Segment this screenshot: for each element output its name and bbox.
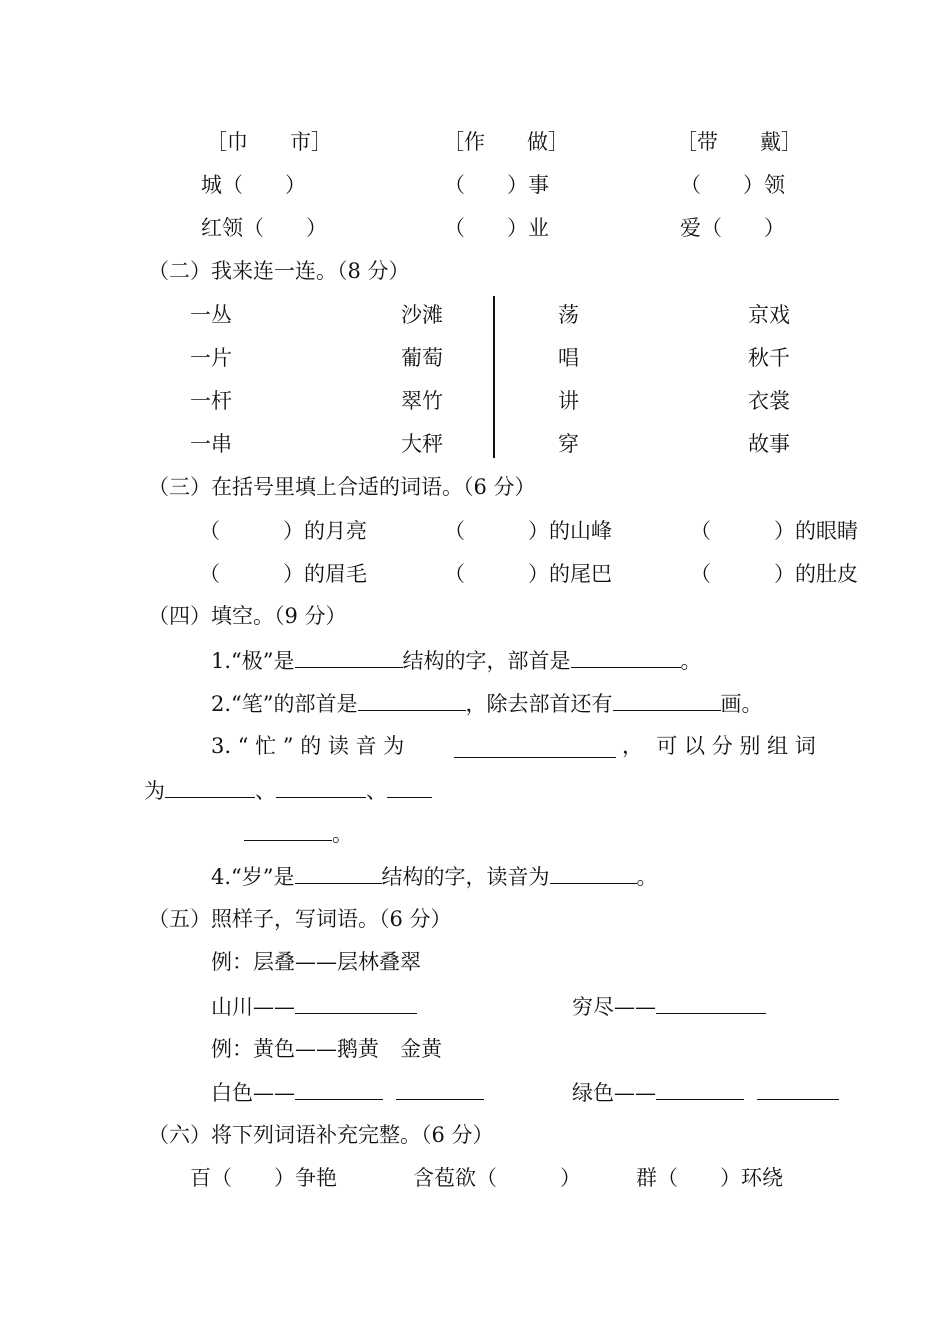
q3-item: （ ）的山峰 (444, 519, 612, 543)
q4-text: 、 (366, 779, 387, 803)
q3-item: （ ）的肚皮 (690, 562, 858, 586)
answer-blank[interactable] (244, 820, 332, 841)
match-word: 唱 (558, 346, 579, 370)
q6-item: 群（ ）环绕 (636, 1166, 783, 1190)
q4-text: 结构的字，读音为 (381, 865, 550, 889)
match-word: 一丛 (190, 303, 232, 327)
match-word: 一杆 (190, 389, 232, 413)
q5-title: （五）照样子，写词语。（6 分） (148, 907, 452, 931)
q4-text: 1.“极”是 (211, 649, 295, 673)
q4-text: 结构的字，部首是 (402, 649, 571, 673)
q6-item: 含苞欲（ ） (413, 1166, 581, 1190)
match-word: 秋千 (748, 346, 790, 370)
answer-blank[interactable] (295, 647, 403, 668)
q3-title: （三）在括号里填上合适的词语。（6 分） (148, 475, 536, 499)
q4-text: 2.“笔”的部首是 (211, 692, 358, 716)
q4-line-1 (211, 647, 702, 674)
q4-text: ，除去部首还有 (465, 692, 613, 716)
answer-blank[interactable] (656, 1079, 744, 1100)
q6-item: 百（ ）争艳 (190, 1166, 337, 1190)
q1-item: 红领（ ） (201, 216, 327, 240)
q1-header-2: ［作 做］ (443, 130, 569, 154)
answer-blank[interactable] (757, 1079, 839, 1100)
q4-text: 。 (680, 649, 702, 673)
match-word: 讲 (558, 389, 579, 413)
q2-title: （二）我来连一连。（8 分） (148, 259, 410, 283)
q5-line-2 (572, 993, 766, 1020)
q4-title: （四）填空。（9 分） (148, 604, 347, 628)
q5-line-4 (572, 1079, 839, 1106)
q3-item: （ ）的尾巴 (444, 562, 612, 586)
q5-example-1: 例：层叠——层林叠翠 (211, 950, 421, 974)
q5-prompt: 白色—— (211, 1081, 295, 1105)
q1-header-1: ［巾 市］ (206, 130, 332, 154)
q5-line-3 (211, 1079, 484, 1106)
answer-blank[interactable] (387, 777, 432, 798)
q5-line-1 (211, 993, 417, 1020)
q4-text: 4.“岁”是 (211, 865, 295, 889)
q1-item: （ ）事 (444, 173, 549, 197)
q4-text: 、 (255, 779, 276, 803)
answer-blank[interactable] (295, 1079, 383, 1100)
answer-blank[interactable] (165, 777, 255, 798)
q4-text: 3. “ 忙 ” 的 读 音 为 (211, 734, 405, 758)
q5-example-2: 例：黄色——鹅黄 金黄 (211, 1037, 442, 1061)
match-word: 故事 (748, 432, 790, 456)
answer-blank[interactable] (550, 863, 637, 884)
q1-item: 爱（ ） (680, 216, 785, 240)
q1-item: （ ）业 (444, 216, 549, 240)
q4-text: ， 可 以 分 别 组 词 (622, 734, 816, 758)
q3-item: （ ）的月亮 (199, 519, 367, 543)
q5-prompt: 穷尽—— (572, 995, 656, 1019)
q6-title: （六）将下列词语补充完整。（6 分） (148, 1123, 494, 1147)
q3-item: （ ）的眼睛 (690, 519, 858, 543)
q4-text: 。 (332, 822, 353, 846)
match-word: 衣裳 (748, 389, 790, 413)
match-word: 一片 (190, 346, 232, 370)
q4-line-3c (244, 820, 353, 847)
q5-prompt: 绿色—— (572, 1081, 656, 1105)
q4-line-3b (144, 777, 432, 804)
q1-item: （ ）领 (680, 173, 785, 197)
answer-blank[interactable] (571, 647, 681, 668)
match-word: 沙滩 (401, 303, 443, 327)
answer-blank[interactable] (295, 993, 417, 1014)
match-word: 一串 (190, 432, 232, 456)
q4-text: 。 (636, 865, 658, 889)
q4-text: 画。 (720, 692, 763, 716)
match-divider (493, 296, 495, 458)
match-word: 京戏 (748, 303, 790, 327)
match-word: 大秤 (401, 432, 443, 456)
answer-blank[interactable] (454, 737, 616, 758)
answer-blank[interactable] (613, 690, 721, 711)
answer-blank[interactable] (276, 777, 366, 798)
match-word: 荡 (558, 303, 579, 327)
q4-text: 为 (144, 779, 165, 803)
match-word: 翠竹 (401, 389, 443, 413)
q4-line-4 (211, 863, 658, 890)
match-word: 穿 (558, 432, 579, 456)
q3-item: （ ）的眉毛 (199, 562, 367, 586)
answer-blank[interactable] (656, 993, 766, 1014)
q1-item: 城（ ） (201, 173, 306, 197)
answer-blank[interactable] (396, 1079, 484, 1100)
match-word: 葡萄 (401, 346, 443, 370)
q4-line-2 (211, 690, 763, 717)
answer-blank[interactable] (358, 690, 466, 711)
q5-prompt: 山川—— (211, 995, 295, 1019)
answer-blank[interactable] (295, 863, 382, 884)
q1-header-3: ［带 戴］ (676, 130, 802, 154)
